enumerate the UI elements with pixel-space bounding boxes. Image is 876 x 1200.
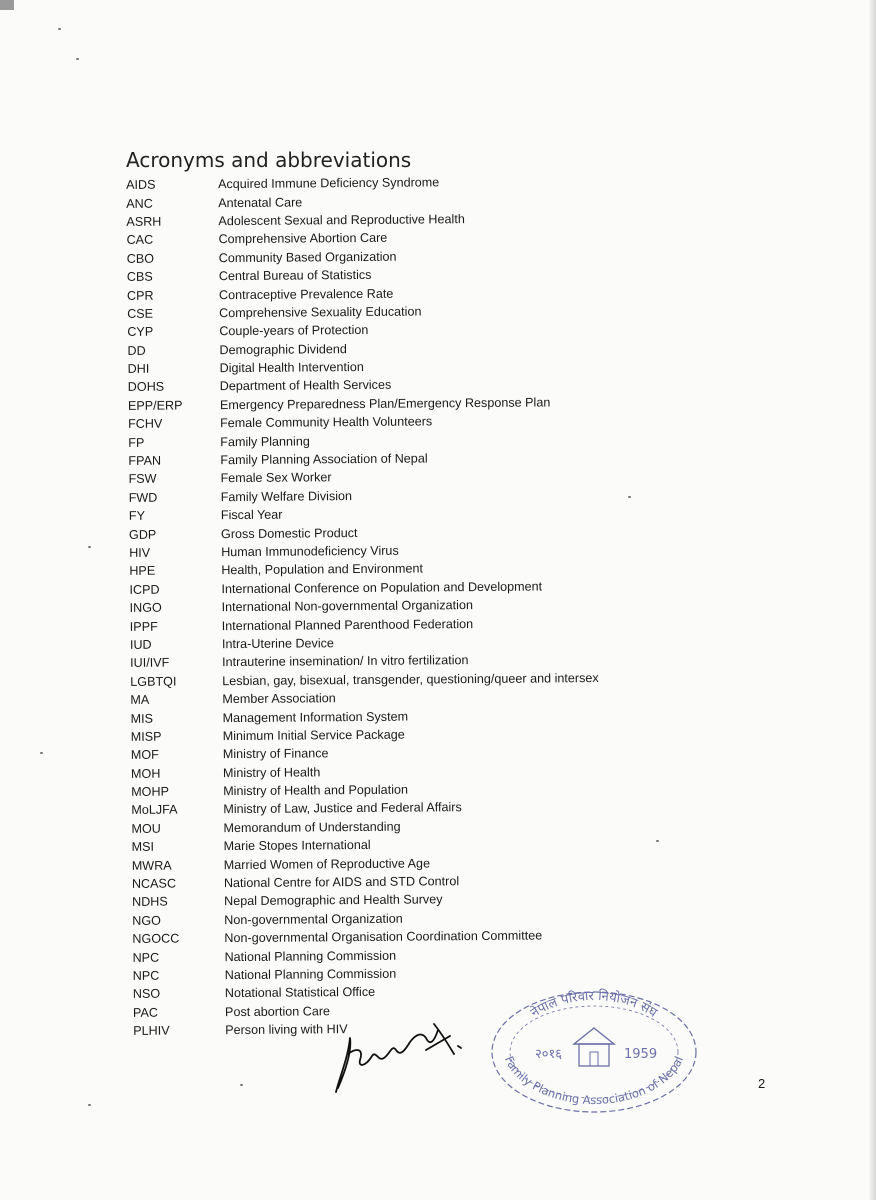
acronym-abbr: AIDS	[126, 177, 156, 193]
seal-bottom-text: Family Planning Association of Nepal	[501, 1053, 687, 1108]
acronym-abbr: FWD	[128, 490, 158, 505]
acronym-abbr: ANC	[126, 196, 153, 211]
acronym-definition: Contraceptive Prevalence Rate	[218, 286, 394, 302]
acronym-definition: Central Bureau of Statistics	[218, 268, 372, 284]
acronym-definition: Community Based Organization	[218, 249, 397, 265]
acronym-abbr: EPP/ERP	[127, 398, 183, 413]
acronym-definition: Memorandum of Understanding	[223, 819, 401, 835]
acronym-abbr: NGOCC	[132, 931, 180, 947]
acronym-abbr: NGO	[132, 913, 161, 928]
scan-speck	[240, 1084, 243, 1086]
acronym-abbr: ICPD	[129, 582, 160, 597]
acronym-abbr: MIS	[130, 711, 153, 726]
acronym-definition: Comprehensive Abortion Care	[218, 231, 388, 247]
acronym-definition: Ministry of Health and Population	[223, 782, 409, 799]
scan-speck	[656, 840, 659, 842]
acronym-abbr: MOF	[130, 747, 159, 763]
acronym-definition: Health, Population and Environment	[221, 561, 424, 578]
scan-speck	[88, 1104, 91, 1106]
acronym-definition: Intra-Uterine Device	[221, 636, 334, 652]
acronym-abbr: HIV	[129, 545, 151, 560]
acronym-abbr: FPAN	[128, 453, 162, 468]
handwritten-signature	[330, 1014, 470, 1096]
acronym-abbr: IPPF	[129, 619, 158, 634]
acronym-definition: Non-governmental Organization	[224, 911, 403, 927]
svg-text:नेपाल परिवार नियोजन संघ	[528, 988, 660, 1021]
acronym-definition: International Planned Parenthood Federation	[221, 616, 474, 633]
acronym-definition: Family Planning Association of Nepal	[220, 451, 428, 468]
acronym-definition: Notational Statistical Office	[224, 985, 376, 1001]
acronym-abbr: MA	[130, 692, 150, 708]
acronym-abbr: MOHP	[131, 784, 169, 799]
acronym-definition: Fiscal Year	[220, 507, 283, 523]
acronym-abbr: MOH	[130, 766, 161, 781]
page-title: Acronyms and abbreviations	[126, 148, 412, 172]
scan-corner-mark	[0, 0, 14, 10]
acronym-definition: Non-governmental Organisation Coordination Committee	[224, 928, 543, 946]
acronym-abbr: LGBTQI	[130, 674, 177, 689]
acronym-abbr: FCHV	[128, 416, 163, 432]
acronym-definition: National Planning Commission	[224, 966, 397, 983]
acronym-definition: National Planning Commission	[224, 948, 397, 964]
seal-year-local: २०१६	[534, 1047, 562, 1062]
acronym-abbr: DOHS	[127, 380, 165, 395]
acronym-abbr: IUI/IVF	[130, 655, 170, 671]
acronym-abbr: NPC	[132, 950, 160, 965]
acronym-definition: Adolescent Sexual and Reproductive Health	[218, 212, 465, 229]
acronym-abbr: FY	[128, 509, 146, 524]
acronym-abbr: MSI	[131, 839, 155, 855]
acronym-definition: Ministry of Law, Justice and Federal Affairs	[223, 800, 462, 817]
acronym-abbr: CSE	[127, 306, 154, 321]
acronym-abbr: CAC	[126, 233, 154, 248]
acronym-abbr: CBO	[126, 251, 155, 266]
acronym-definition: Comprehensive Sexuality Education	[219, 304, 422, 321]
acronym-definition: International Conference on Population and Development	[221, 579, 543, 596]
page-number: 2	[758, 1076, 766, 1091]
acronym-abbr: MOU	[131, 821, 161, 836]
scan-speck	[88, 546, 91, 548]
acronym-abbr: NCASC	[131, 876, 177, 891]
acronym-definition: Person living with HIV	[225, 1022, 348, 1038]
acronym-definition: Management Information System	[222, 709, 409, 725]
acronym-definition: Lesbian, gay, bisexual, transgender, questioning/queer and intersex	[222, 670, 599, 688]
acronym-definition: Human Immunodeficiency Virus	[221, 543, 399, 560]
acronym-definition: Family Welfare Division	[220, 488, 353, 504]
scan-speck	[58, 28, 61, 30]
acronym-abbr: FSW	[128, 472, 157, 487]
seal-year: 1959	[624, 1047, 658, 1062]
acronym-definition: Post abortion Care	[224, 1004, 331, 1019]
page-edge-shadow	[870, 0, 876, 1200]
acronym-definition: Gross Domestic Product	[220, 525, 358, 541]
acronym-definition: Female Sex Worker	[220, 470, 332, 486]
acronym-abbr: MISP	[130, 729, 162, 744]
acronym-abbr: NSO	[132, 987, 161, 1002]
acronym-definition: Acquired Immune Deficiency Syndrome	[218, 175, 440, 192]
acronym-definition: Ministry of Health	[222, 765, 321, 780]
acronym-definition: Marie Stopes International	[223, 838, 371, 854]
acronym-abbr: HPE	[129, 564, 156, 579]
acronym-definition: Married Women of Reproductive Age	[223, 856, 431, 872]
acronym-abbr: DHI	[127, 361, 150, 377]
acronym-definition: Minimum Initial Service Package	[222, 727, 405, 744]
acronym-definition: Couple-years of Protection	[219, 323, 369, 339]
acronym-definition: Digital Health Intervention	[219, 360, 364, 376]
acronym-abbr: CYP	[127, 325, 154, 340]
acronym-abbr: GDP	[128, 527, 157, 542]
acronym-definition: Family Planning	[220, 434, 310, 449]
acronym-abbr: CPR	[126, 288, 154, 303]
house-emblem-icon	[574, 1028, 614, 1066]
acronym-abbr: MWRA	[131, 858, 172, 873]
scan-speck	[76, 58, 79, 60]
acronym-definition: Female Community Health Volunteers	[220, 414, 433, 431]
acronym-abbr: PAC	[132, 1005, 159, 1020]
acronym-abbr: INGO	[129, 600, 162, 616]
acronym-definition: Intrauterine insemination/ In vitro fertilization	[222, 653, 469, 670]
acronym-abbr: DD	[127, 343, 146, 358]
acronym-abbr: CBS	[126, 269, 153, 285]
organization-seal	[484, 984, 704, 1124]
acronym-definition: Member Association	[222, 691, 336, 707]
scan-speck	[40, 752, 43, 754]
seal-top-text: नेपाल परिवार नियोजन संघ	[528, 988, 660, 1021]
acronym-abbr: ASRH	[126, 214, 162, 229]
acronym-definition: Demographic Dividend	[219, 341, 347, 357]
acronym-abbr: IUD	[129, 637, 152, 652]
acronym-definition: Ministry of Finance	[222, 746, 329, 762]
scan-speck	[628, 496, 631, 498]
acronym-list	[118, 172, 645, 1041]
acronym-abbr: FP	[128, 435, 145, 450]
acronym-definition: Antenatal Care	[218, 195, 303, 210]
acronym-abbr: MoLJFA	[131, 802, 178, 818]
acronym-definition: Department of Health Services	[219, 378, 392, 394]
acronym-definition: Nepal Demographic and Health Survey	[224, 892, 443, 909]
acronym-abbr: NPC	[132, 968, 160, 983]
acronym-definition: International Non-governmental Organization	[221, 598, 473, 615]
acronym-abbr: PLHIV	[133, 1023, 170, 1039]
acronym-definition: National Centre for AIDS and STD Control	[223, 874, 460, 891]
acronym-definition: Emergency Preparedness Plan/Emergency Response Plan	[219, 395, 551, 413]
acronym-abbr: NDHS	[132, 895, 168, 910]
